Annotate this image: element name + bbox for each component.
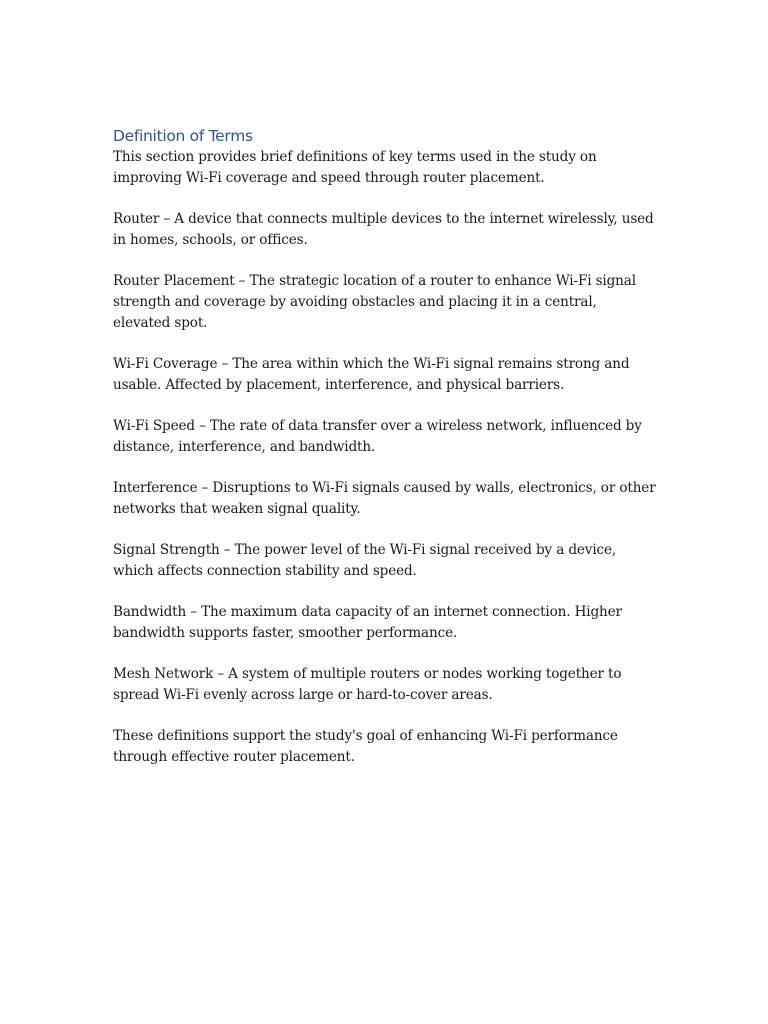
term-router: Router – A device that connects multiple devices to the internet wirelessly, used in homes, schools, or offices. [113, 211, 654, 248]
term-signal-strength: Signal Strength – The power level of the Wi-Fi signal received by a device, which affects connection stability and speed. [113, 542, 617, 579]
term-wifi-speed: Wi-Fi Speed – The rate of data transfer over a wireless network, influenced by distance, interference, and bandwidth. [113, 418, 642, 455]
intro-paragraph: This section provides brief definitions of key terms used in the study on improving Wi-Fi coverage and speed through router placement. [113, 149, 597, 186]
section-heading: Definition of Terms [113, 127, 253, 145]
document-content [113, 124, 658, 788]
conclusion-paragraph: These definitions support the study's goal of enhancing Wi-Fi performance through effective router placement. [113, 728, 618, 765]
term-router-placement: Router Placement – The strategic location of a router to enhance Wi-Fi signal strength and coverage by avoiding obstacles and placing it in a central, elevated spot. [113, 273, 636, 331]
term-wifi-coverage: Wi-Fi Coverage – The area within which the Wi-Fi signal remains strong and usable. Affected by placement, interference, and physical barriers. [113, 356, 630, 393]
term-interference: Interference – Disruptions to Wi-Fi signals caused by walls, electronics, or other networks that weaken signal quality. [113, 480, 656, 517]
term-mesh-network: Mesh Network – A system of multiple routers or nodes working together to spread Wi-Fi evenly across large or hard-to-cover areas. [113, 666, 622, 703]
term-bandwidth: Bandwidth – The maximum data capacity of an internet connection. Higher bandwidth supports faster, smoother performance. [113, 604, 622, 641]
